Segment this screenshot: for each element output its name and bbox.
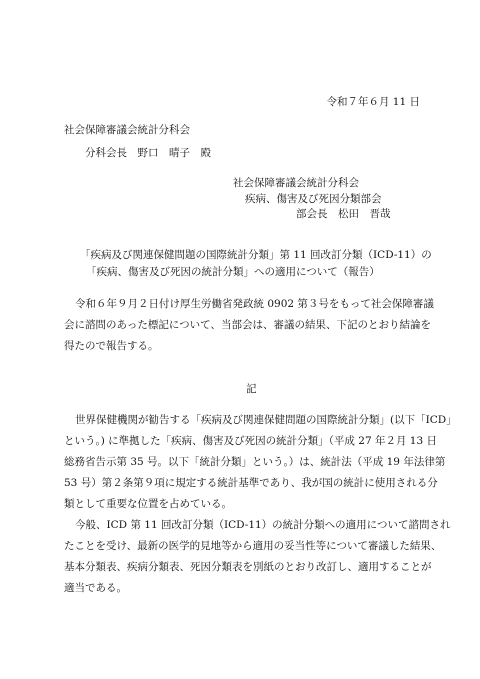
body-line: 類として重要な位置を占めている。 xyxy=(64,498,232,510)
body-line: 総務省告示第 35 号。以下「統計分類」という。）は、統計法（平成 19 年法律第 xyxy=(64,456,446,468)
body-line: 基本分類表、疾病分類表、死因分類表を別紙のとおり改訂し、適用することが xyxy=(64,561,432,573)
body-line: 53 号）第２条第９項に規定する統計基準であり、我が国の統計に使用される分 xyxy=(64,477,438,489)
body-paragraph-2 xyxy=(64,515,450,599)
addressee-organization: 社会保障審議会統計分科会 xyxy=(64,124,190,136)
body-line: たことを受け、最新の医学的見地等から適用の妥当性等について審議した結果、 xyxy=(64,540,442,552)
sender-chair: 部会長 松田 晋哉 xyxy=(296,208,391,220)
intro-line: 令和６年９月２日付け厚生労働省発政統 0902 第３号をもって社会保障審議 xyxy=(75,298,434,310)
subject-line-1: 「疾病及び関連保健問題の国際統計分類」第 11 回改訂分類（ICD-11）の xyxy=(80,249,432,261)
ki-heading: 記 xyxy=(246,383,257,395)
sender-council: 社会保障審議会統計分科会 xyxy=(233,177,359,189)
body-line: 今般、ICD 第 11 回改訂分類（ICD-11）の統計分類への適用について諮問され xyxy=(75,519,451,531)
intro-line: 得たので報告する。 xyxy=(64,340,159,352)
body-paragraph-1 xyxy=(64,410,457,515)
subject-line-2: 「疾病、傷害及び死因の統計分類」への適用について（報告） xyxy=(86,266,380,278)
intro-line: 会に諮問のあった標記について、当部会は、審議の結果、下記のとおり結論を xyxy=(64,319,431,331)
sender-subcommittee: 疾病、傷害及び死因分類部会 xyxy=(245,193,382,205)
document-date: 令和７年６月 11 日 xyxy=(326,96,420,108)
body-line: という。) に準拠した「疾病、傷害及び死因の統計分類」（平成 27 年２月 13 日 xyxy=(64,435,438,447)
body-line: 適当である。 xyxy=(64,582,127,594)
intro-paragraph xyxy=(64,294,434,357)
body-line: 世界保健機関が勧告する「疾病及び関連保健問題の国際統計分類」(以下「ICD」 xyxy=(75,414,457,426)
addressee-recipient: 分科会長 野口 晴子 殿 xyxy=(85,147,211,159)
